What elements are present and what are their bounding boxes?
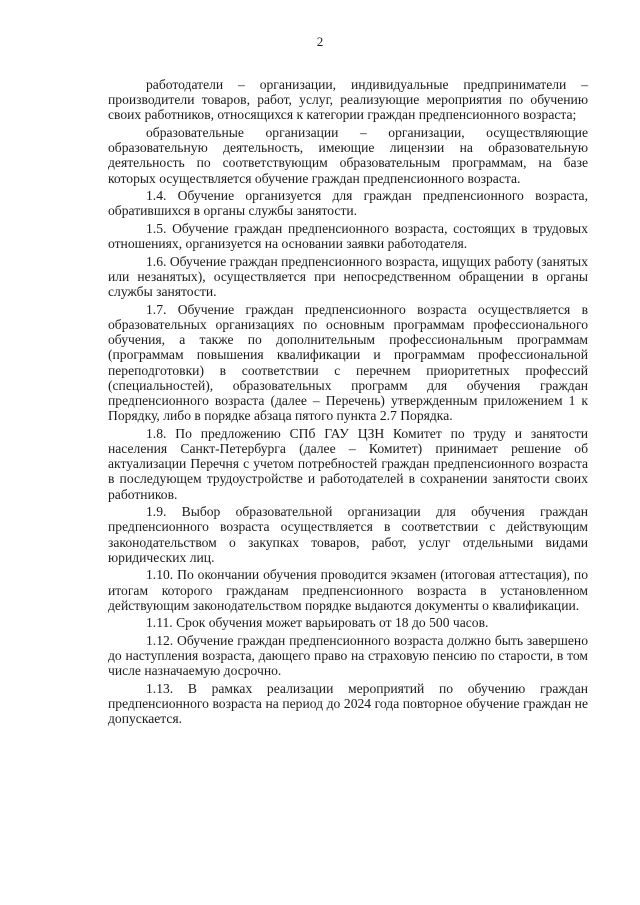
paragraph-1-7: 1.7. Обучение граждан предпенсионного возраста осуществляется в образовательных организациях по основным программам профессионального обучения, а также по дополнительным профессиональным программам (программам повышения квалификации и программам профессиональной переподготовки) в соответствии с перечнем приоритетных профессий (специальностей), образовательных программ для обучения граждан предпенсионного возраста (далее – Перечень) утвержденным приложением 1 к Порядку, либо в порядке абзаца пятого пункта 2.7 Порядка. (108, 301, 588, 424)
paragraph-1-5: 1.5. Обучение граждан предпенсионного возраста, состоящих в трудовых отношениях, организуется на основании заявки работодателя. (108, 221, 588, 252)
document-body (108, 77, 588, 729)
paragraph-1-12: 1.12. Обучение граждан предпенсионного возраста должно быть завершено до наступления возраста, дающего право на страховую пенсию по старости, в том числе назначаемую досрочно. (108, 633, 588, 679)
paragraph-1-10: 1.10. По окончании обучения проводится экзамен (итоговая аттестация), по итогам которого гражданам предпенсионного возраста в установленном действующим законодательством порядке выдаются документы о квалификации. (108, 567, 588, 613)
paragraph-1-4: 1.4. Обучение организуется для граждан предпенсионного возраста, обратившихся в органы службы занятости. (108, 188, 588, 219)
page-number: 2 (316, 34, 324, 49)
paragraph-1-6: 1.6. Обучение граждан предпенсионного возраста, ищущих работу (занятых или незанятых), осуществляется при непосредственном обращении в органы службы занятости. (108, 253, 588, 300)
paragraph-1-9: 1.9. Выбор образовательной организации для обучения граждан предпенсионного возраста осуществляется в соответствии с действующим законодательством о закупках товаров, работ, услуг отдельными видами юридических лиц. (108, 504, 588, 565)
paragraph-1-8: 1.8. По предложению СПб ГАУ ЦЗН Комитет по труду и занятости населения Санкт-Петербурга (далее – Комитет) принимает решение об актуализации Перечня с учетом потребностей граждан предпенсионного возраста в последующем трудоустройстве и работодателей в сохранении занятости своих работников. (108, 425, 588, 502)
paragraph-educational-orgs-definition: образовательные организации – организации, осуществляющие образовательную деятельность, имеющие лицензии на образовательную деятельность по соответствующим образовательным программам, на базе которых осуществляется обучение граждан предпенсионного возраста. (108, 125, 588, 186)
paragraph-employers-definition: работодатели – организации, индивидуальные предприниматели – производители товаров, работ, услуг, реализующие мероприятия по обучению своих работников, относящихся к категории граждан предпенсионного возраста; (108, 77, 588, 123)
paragraph-1-13: 1.13. В рамках реализации мероприятий по обучению граждан предпенсионного возраста на период до 2024 года повторное обучение граждан не допускается. (108, 681, 588, 727)
paragraph-1-11: 1.11. Срок обучения может варьировать от 18 до 500 часов. (146, 615, 489, 631)
